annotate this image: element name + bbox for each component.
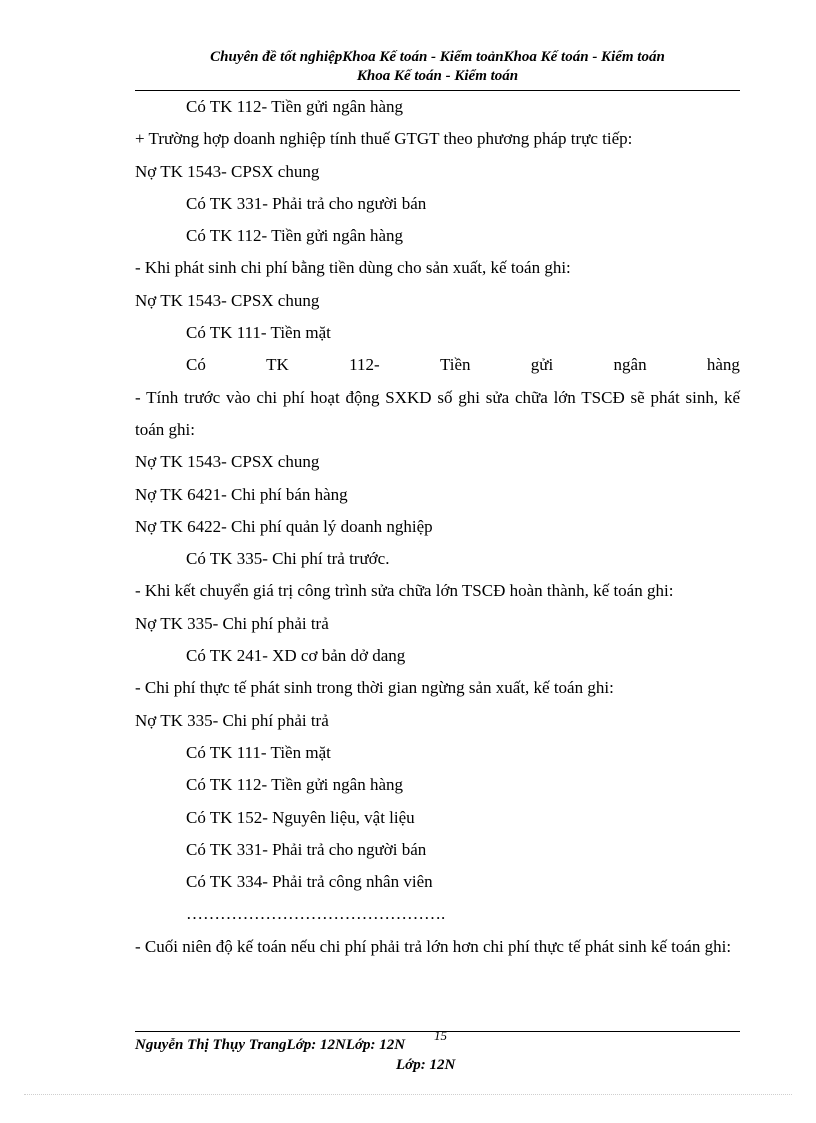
word: gửi: [530, 355, 554, 375]
entry-credit-331: Có TK 331- Phải trả cho người bán: [186, 839, 427, 859]
entry-debit-6421: Nợ TK 6421- Chi phí bán hàng: [135, 484, 348, 504]
entry-credit-241: Có TK 241- XD cơ bản dở dang: [186, 646, 406, 666]
case-cash-expense: - Khi phát sinh chi phí bằng tiền dùng cho sản xuất, kế toán ghi:: [135, 258, 571, 278]
case-production-halt: - Chi phí thực tế phát sinh trong thời gian ngừng sản xuất, kế toán ghi:: [135, 678, 614, 698]
document-body: [135, 91, 740, 963]
entry-credit-112-spread: [135, 349, 740, 381]
entry-debit-335: Nợ TK 335- Chi phí phải trả: [135, 710, 329, 730]
entry-credit-111: Có TK 111- Tiền mặt: [186, 742, 331, 762]
ellipsis-line: ……………………………………….: [186, 904, 446, 924]
word: 112-: [349, 355, 380, 375]
entry-credit-112: Có TK 112- Tiền gửi ngân hàng: [186, 775, 403, 795]
entry-debit-335: Nợ TK 335- Chi phí phải trả: [135, 613, 329, 633]
footer-line-1: Nguyễn Thị Thụy TrangLớp: 12NLớp: 12N: [135, 1037, 406, 1053]
case-transfer-repair: - Khi kết chuyển giá trị công trình sửa chữa lớn TSCĐ hoàn thành, kế toán ghi:: [135, 581, 674, 601]
header-line-1: Chuyên đề tốt nghiệpKhoa Kế toán - Kiểm toảnKhoa Kế toán - Kiểm toán: [210, 49, 665, 65]
entry-debit-1543: Nợ TK 1543- CPSX chung: [135, 290, 320, 310]
footer-line-2: Lớp: 12N: [396, 1057, 456, 1073]
word: TK: [266, 355, 289, 375]
case-direct-vat: + Trường hợp doanh nghiệp tính thuế GTGT theo phương pháp trực tiếp:: [135, 129, 633, 149]
entry-credit-152: Có TK 152- Nguyên liệu, vật liệu: [186, 807, 415, 827]
page-bottom-dotted-rule: [24, 1094, 792, 1095]
entry-debit-1543: Nợ TK 1543- CPSX chung: [135, 161, 320, 181]
word: Tiền: [439, 355, 471, 375]
case-accrued-repair: - Tính trước vào chi phí hoạt động SXKD số ghi sửa chữa lớn TSCĐ sẽ phát sinh, kế toán ghi:: [135, 387, 740, 439]
word: ngân: [613, 355, 647, 375]
entry-credit-112: Có TK 112- Tiền gửi ngân hàng: [186, 226, 403, 246]
case-year-end: - Cuối niên độ kế toán nếu chi phí phải trả lớn hơn chi phí thực tế phát sinh kế toán ghi:: [135, 936, 732, 956]
entry-debit-1543: Nợ TK 1543- CPSX chung: [135, 452, 320, 472]
entry-credit-112: Có TK 112- Tiền gửi ngân hàng: [186, 97, 403, 116]
entry-credit-331: Có TK 331- Phải trả cho người bán: [186, 193, 427, 213]
entry-credit-335: Có TK 335- Chi phí trả trước.: [186, 549, 390, 569]
page-number: 15: [434, 1028, 447, 1043]
running-header: [135, 48, 740, 86]
word: hàng: [706, 355, 740, 375]
header-line-2: Khoa Kế toán - Kiểm toán: [356, 68, 519, 84]
entry-credit-111: Có TK 111- Tiền mặt: [186, 323, 331, 343]
footer-rule: [135, 1031, 740, 1032]
entry-credit-334: Có TK 334- Phải trả công nhân viên: [186, 872, 433, 892]
word: Có: [186, 355, 206, 375]
entry-debit-6422: Nợ TK 6422- Chi phí quản lý doanh nghiệp: [135, 516, 433, 536]
